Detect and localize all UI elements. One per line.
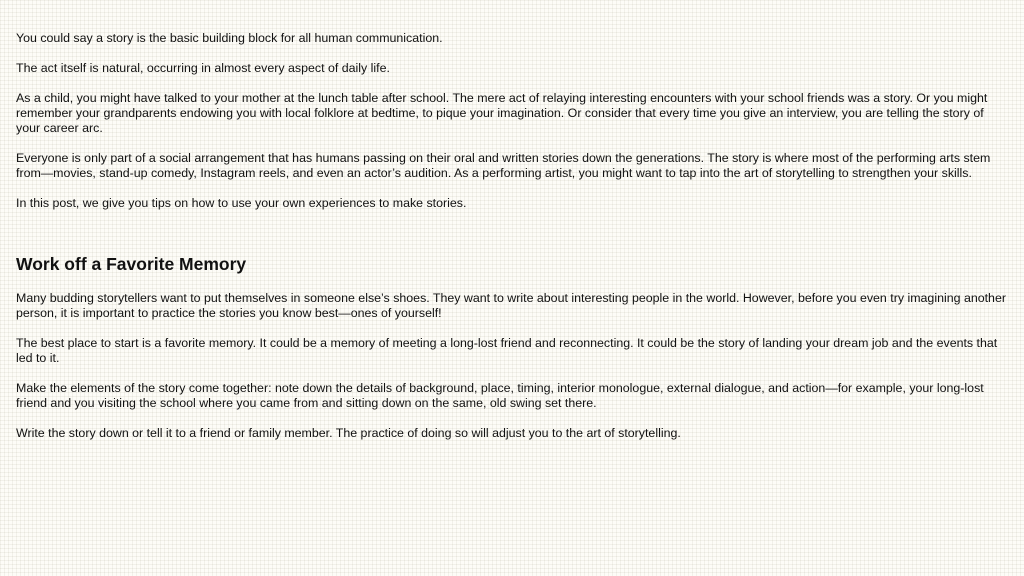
intro-paragraph: In this post, we give you tips on how to use your own experiences to make stories. xyxy=(16,196,467,210)
section-paragraph: Make the elements of the story come together: note down the details of background, place, timing, interior monologue, external dialogue, and action—for example, your long-lost friend and you visiting the school where you came from and sitting down on the same, old swing set there. xyxy=(16,381,984,410)
intro-paragraph: Everyone is only part of a social arrangement that has humans passing on their oral and written stories down the generations. The story is where most of the performing arts stem from—movies, stand-up comedy, Instagram reels, and even an actor’s audition. As a performing artist, you might want to tap into the art of storytelling to strengthen your skills. xyxy=(16,151,991,180)
section-paragraph: Write the story down or tell it to a friend or family member. The practice of doing so will adjust you to the art of storytelling. xyxy=(16,426,681,440)
intro-paragraph: The act itself is natural, occurring in almost every aspect of daily life. xyxy=(16,61,390,75)
intro-paragraph: As a child, you might have talked to your mother at the lunch table after school. The mere act of relaying interesting encounters with your school friends was a story. Or you might remember your grandparents endowing you with local folklore at bedtime, to pique your imagination. Or consider that every time you give an interview, you are telling the story of your career arc. xyxy=(16,91,988,135)
section-heading: Work off a Favorite Memory xyxy=(16,254,247,274)
intro-section xyxy=(16,31,1008,211)
section-paragraph: Many budding storytellers want to put themselves in someone else’s shoes. They want to write about interesting people in the world. However, before you even try imagining another person, it is important to practice the stories you know best—ones of yourself! xyxy=(16,291,1006,320)
intro-paragraph: You could say a story is the basic building block for all human communication. xyxy=(16,31,443,45)
section-paragraph: The best place to start is a favorite memory. It could be a memory of meeting a long-lost friend and reconnecting. It could be the story of landing your dream job and the events that led to it. xyxy=(16,336,998,365)
favorite-memory-section xyxy=(16,254,1008,441)
